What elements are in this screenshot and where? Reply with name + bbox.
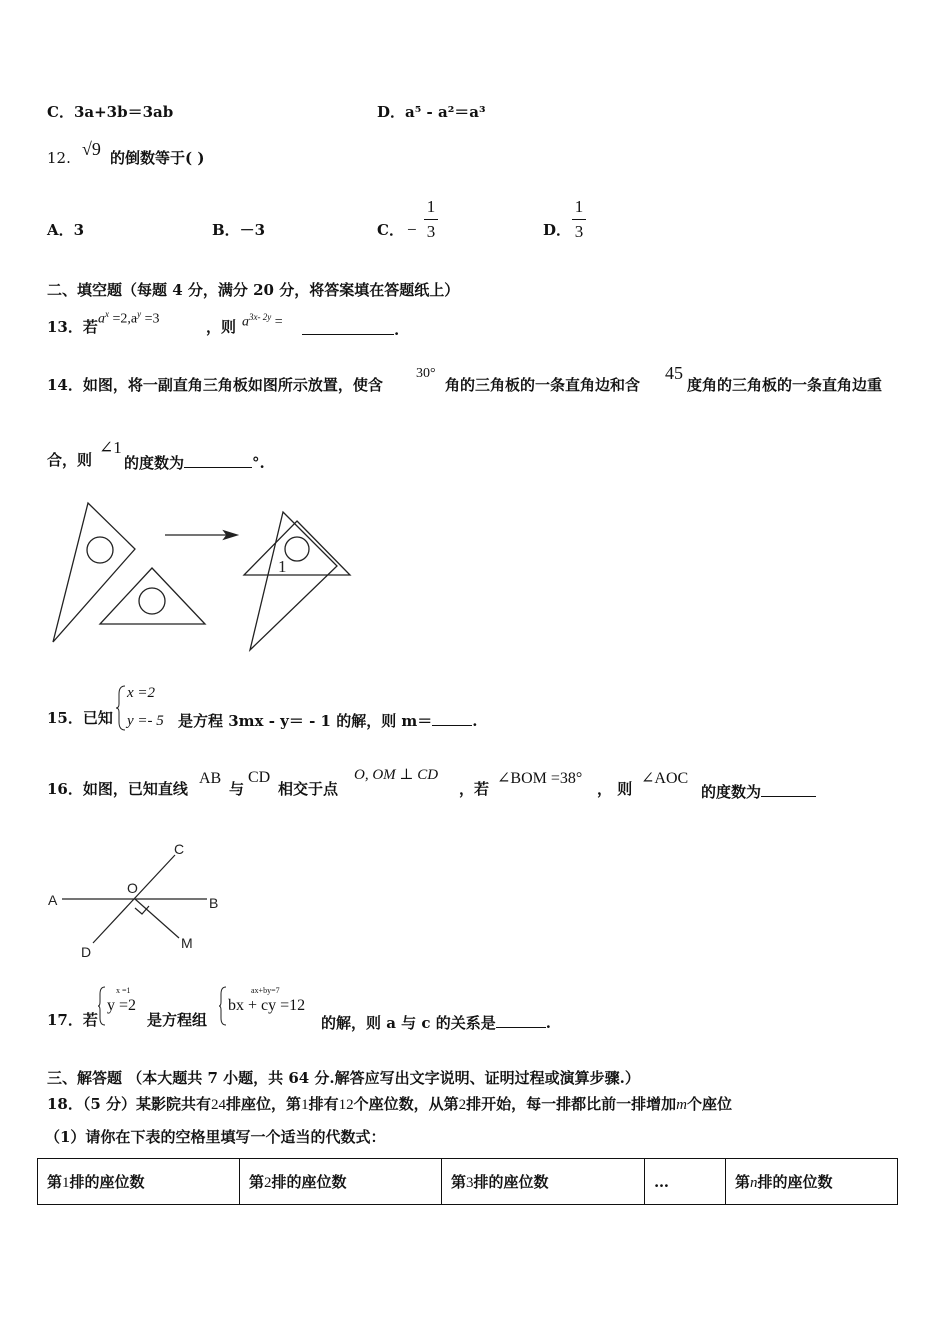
- q18-var-m: m: [676, 1097, 687, 1113]
- table-header-row-n: 第n排的座位数: [726, 1159, 898, 1205]
- table-header-ellipsis: …: [645, 1159, 726, 1205]
- table-header-row-1: 第1排的座位数: [38, 1159, 240, 1205]
- q17-prefix: 17．若: [47, 1011, 98, 1029]
- q16-and: 与: [229, 780, 245, 798]
- q13-expr-base: a: [242, 314, 249, 330]
- q18-num-24: 24: [211, 1097, 227, 1113]
- label-o: O: [127, 880, 138, 896]
- q18-text-c: 排有: [308, 1095, 339, 1113]
- q13-prefix: 13．若: [47, 318, 98, 336]
- q17-tiny-eq: ax+by=7: [251, 986, 280, 995]
- q15-eq1: x =2: [127, 685, 156, 701]
- q18-text-b: 排座位，第: [226, 1095, 302, 1113]
- q11-option-d-expr: a⁵ - a²＝a³: [405, 103, 486, 121]
- q15-prefix: 15．已知: [47, 709, 113, 727]
- q13-cond-mid: =2,a: [109, 311, 138, 327]
- q14-deg45: 45: [665, 363, 683, 383]
- q17-dot: .: [545, 1014, 551, 1032]
- seat-table: [37, 1158, 898, 1205]
- q13-cond-end: =3: [141, 311, 160, 327]
- q12-stem: 的倒数等于( ): [110, 149, 205, 167]
- label-d: D: [81, 944, 92, 960]
- q18-text-d: 个座位数，从第: [353, 1095, 459, 1113]
- q16-aoc: ∠AOC: [641, 770, 689, 787]
- q18-num-1: 1: [301, 1097, 309, 1113]
- q12-option-d-label: D．: [543, 221, 572, 239]
- q17-brace-icon-1: [97, 986, 107, 1026]
- table-header-row-3: 第3排的座位数: [442, 1159, 645, 1205]
- q17-eq2: bx + cy =12: [228, 997, 306, 1014]
- q14-line1-b: 角的三角板的一条直角边和含: [445, 376, 641, 394]
- fraction-numerator: 1: [572, 197, 586, 220]
- q14-line1-a: 14．如图，将一副直角三角板如图所示放置，使含: [47, 376, 383, 394]
- q13-cond-a: a: [98, 311, 105, 327]
- q18-text-a: 18．（5 分）某影院共有: [47, 1095, 212, 1113]
- q18-stem: [47, 1097, 732, 1113]
- q18-text-f: 个座位: [686, 1095, 732, 1113]
- q18-num-12: 12: [338, 1097, 354, 1113]
- q13-cond-sup-x: x: [105, 309, 109, 319]
- q16-meet: 相交于点: [278, 780, 339, 798]
- q16-cd: CD: [248, 769, 271, 786]
- q11-option-d-label: D．: [377, 103, 406, 121]
- q17-mid: 是方程组: [147, 1011, 208, 1029]
- answer-blank[interactable]: [496, 1013, 546, 1028]
- q13-expr-exponent: 3x- 2y: [249, 312, 272, 322]
- q16-condition: O, OM ⊥ CD: [354, 767, 439, 783]
- q13-then: ，则: [206, 318, 237, 336]
- fraction-denominator: 3: [574, 222, 584, 241]
- q14-angle: ∠1: [99, 438, 122, 457]
- ray-om: [135, 899, 179, 938]
- q16-end-text: 的度数为: [701, 783, 762, 801]
- q13-end: .: [394, 321, 400, 339]
- q15-eq2: y =- 5: [127, 713, 164, 729]
- q18-part1: （1）请你在下表的空格里填写一个适当的代数式：: [45, 1128, 386, 1146]
- q16-then: ， 则: [597, 780, 633, 798]
- label-b: B: [209, 895, 219, 911]
- label-c: C: [174, 841, 185, 857]
- label-a: A: [48, 892, 58, 908]
- q13-expr-eq: =: [271, 314, 283, 330]
- q16-bom: ∠BOM =38°: [497, 770, 583, 787]
- fraction-numerator: 1: [424, 197, 438, 220]
- q17-brace-icon-2: [218, 986, 228, 1026]
- label-m: M: [181, 935, 193, 951]
- fraction-denominator: 3: [426, 222, 436, 241]
- q14-degree-end: °.: [252, 454, 265, 472]
- q15-stem-text: 是方程 3mx - y＝ - 1 的解，则 m＝: [178, 712, 433, 730]
- q16-if: ，若: [459, 780, 490, 798]
- q12-number: 12.: [47, 149, 71, 167]
- q12-option-c-sign: −: [407, 220, 417, 239]
- q11-option-c: C．3a+3b＝3ab: [47, 103, 174, 121]
- q17-tiny-x: x =1: [116, 986, 131, 995]
- q17-end: [321, 1013, 551, 1031]
- q14-line2-a: 合，则: [47, 451, 93, 469]
- q14-line2-b-text: 的度数为: [124, 454, 185, 472]
- section2-heading: 二、填空题（每题 4 分，满分 20 分，将答案填在答题纸上）: [47, 281, 460, 299]
- q12-option-b: B．－3: [212, 221, 266, 239]
- q14-deg30: 30°: [416, 366, 436, 381]
- q15-end: .: [472, 712, 478, 730]
- table-header-row-2: 第2排的座位数: [240, 1159, 442, 1205]
- q16-ab: AB: [199, 770, 222, 787]
- q14-line1-c: 度角的三角板的一条直角边重: [687, 376, 883, 394]
- q12-option-a: A．3: [47, 221, 85, 239]
- q17-y-eq: y =2: [107, 997, 137, 1014]
- q17-end-text: 的解，则 a 与 c 的关系是: [321, 1014, 496, 1032]
- q16-prefix: 16．如图，已知直线: [47, 780, 188, 798]
- angle-1-label: 1: [278, 557, 287, 576]
- section3-heading: 三、解答题 （本大题共 7 小题，共 64 分.解答应写出文字说明、证明过程或演算步骤.）: [47, 1069, 640, 1087]
- q12-option-c-label: C．: [377, 221, 404, 239]
- q18-text-e: 排开始，每一排都比前一排增加: [466, 1095, 677, 1113]
- q13-cond-sup-y: y: [137, 309, 142, 319]
- q12-radical: √9: [82, 139, 101, 159]
- table-row: [38, 1159, 898, 1205]
- q18-num-2: 2: [458, 1097, 467, 1113]
